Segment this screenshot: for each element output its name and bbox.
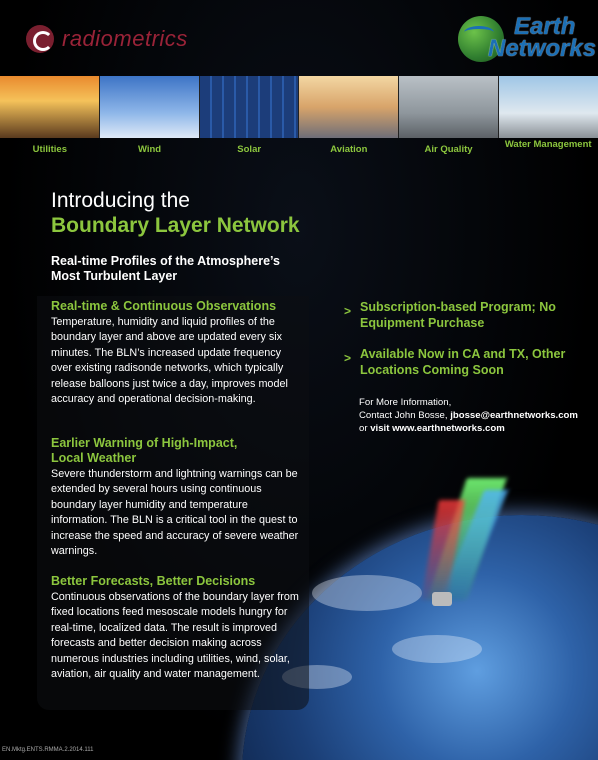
sector-label: Solar <box>237 144 262 155</box>
cloud-shape <box>392 635 482 663</box>
air-quality-photo <box>399 76 499 138</box>
sector-label: Air Quality <box>424 144 473 155</box>
contact-line: For More Information, <box>359 397 452 408</box>
solar-photo <box>200 76 300 138</box>
section-body: Severe thunderstorm and lightning warnings can be extended by several hours using continuous boundary layer humidity and temperature information. The BLN is a critical tool in the quest to increase the speed and accuracy of severe weather warnings. <box>51 468 299 558</box>
utilities-photo <box>0 76 100 138</box>
section-heading: Earlier Warning of High-Impact, Local Weather <box>51 436 238 465</box>
radiometrics-logo <box>26 22 188 56</box>
wind-photo <box>100 76 200 138</box>
sector-label: Aviation <box>330 144 368 155</box>
headline-intro: Introducing the <box>51 189 190 212</box>
radiometer-instrument-icon <box>432 592 452 606</box>
sector-photo-strip <box>0 76 598 138</box>
section-heading: Better Forecasts, Better Decisions <box>51 574 256 588</box>
headline-subtitle: Real-time Profiles of the Atmosphere’s Most Turbulent Layer <box>51 254 280 283</box>
section-body: Continuous observations of the boundary layer from fixed locations feed mesoscale models hungry for real-time, localized data. The result is improved forecasts and better decision making across numerous industries including utilities, wind, solar, aviation, air quality and water management. <box>51 591 299 681</box>
headline-title: Boundary Layer Network <box>51 214 300 237</box>
sector-label: Wind <box>137 144 162 155</box>
document-code: EN.Mktg.ENTS.RMMA.2.2014.111 <box>2 747 94 753</box>
earth-networks-logo <box>458 13 597 64</box>
sector-label: Water Management <box>504 139 592 150</box>
sector-label: Utilities <box>32 144 67 155</box>
website-link[interactable]: visit www.earthnetworks.com <box>370 423 505 434</box>
chevron-right-icon: > <box>344 351 352 365</box>
section-heading: Real-time & Continuous Observations <box>51 299 277 313</box>
contact-info <box>359 396 589 435</box>
contact-email-link[interactable]: jbosse@earthnetworks.com <box>450 410 578 421</box>
water-management-photo <box>499 76 598 138</box>
section-body: Temperature, humidity and liquid profiles of the boundary layer and above are updated every six minutes. The BLN’s increased update frequency over existing radisonde networks, which typically release balloons just twice a day, improves model accuracy and operational decision-making. <box>51 316 288 406</box>
cloud-shape <box>312 575 422 611</box>
contact-line: Contact John Bosse, jbosse@earthnetworks.com <box>359 410 578 421</box>
aviation-photo <box>299 76 399 138</box>
sector-labels <box>0 139 598 161</box>
bullet-text: Subscription-based Program; No Equipment Purchase <box>360 300 556 330</box>
chevron-right-icon: > <box>344 304 352 318</box>
radiometrics-mark-icon <box>26 25 54 53</box>
radiometrics-logo-text: radiometrics <box>62 26 188 51</box>
contact-line: or visit www.earthnetworks.com <box>359 423 505 434</box>
bullet-text: Available Now in CA and TX, Other Locations Coming Soon <box>360 347 566 377</box>
earth-networks-logo-text: Earth Networks <box>488 13 597 62</box>
